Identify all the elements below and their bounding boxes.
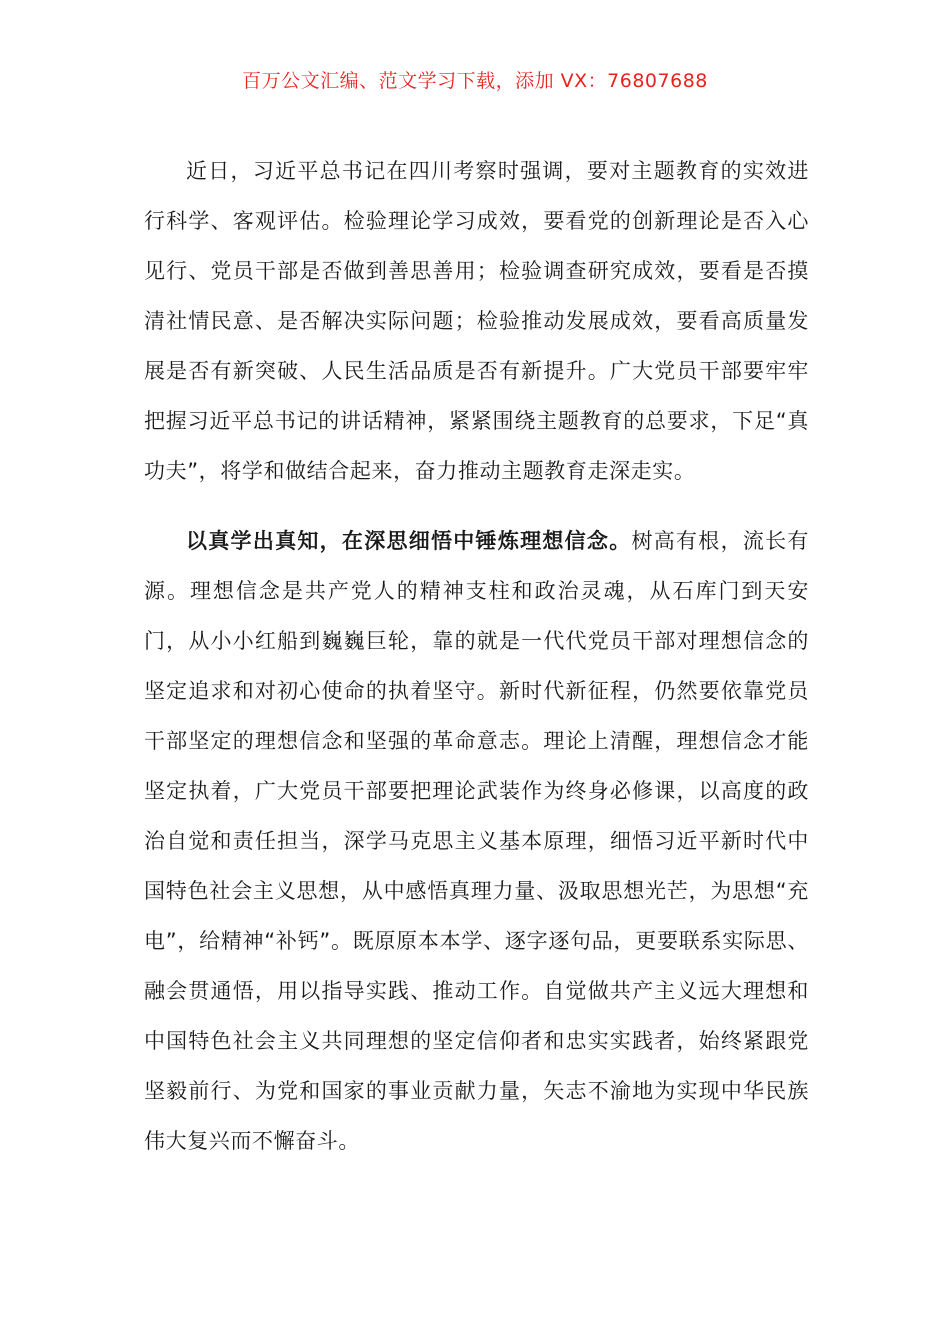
paragraph-1-body: 近日，习近平总书记在四川考察时强调，要对主题教育的实效进行科学、客观评估。检验理论学习成效，要看党的创新理论是否入心见行、党员干部是否做到善思善用；检验调查研究成效，要看是否摸清社情民意、是否解决实际问题；检验推动发展成效，要看高质量发展是否有新突破、人民生活品质是否有新提升。广大党员干部要牢牢把握习近平总书记的讲话精神，紧紧围绕主题教育的总要求，下足“真功夫”，将学和做结合起来，奋力推动主题教育走深走实。	[144, 159, 809, 483]
header-promo-note: 百万公文汇编、范文学习下载，添加 VX：76807688	[242, 70, 708, 92]
paragraph-2-body: 树高有根，流长有源。理想信念是共产党人的精神支柱和政治灵魂，从石库门到天安门，从小小红船到巍巍巨轮，靠的就是一代代党员干部对理想信念的坚定追求和对初心使命的执着坚守。新时代新征程，仍然要依靠党员干部坚定的理想信念和坚强的革命意志。理论上清醒，理想信念才能坚定执着，广大党员干部要把理论武装作为终身必修课，以高度的政治自觉和责任担当，深学马克思主义基本原理，细悟习近平新时代中国特色社会主义思想，从中感悟真理力量、汲取思想光芒，为思想“充电”，给精神“补钙”。既原原本本学、逐字逐句品，更要联系实际思、融会贯通悟，用以指导实践、推动工作。自觉做共产主义远大理想和中国特色社会主义共同理想的坚定信仰者和忠实实践者，始终紧跟党坚毅前行、为党和国家的事业贡献力量，矢志不渝地为实现中华民族伟大复兴而不懈奋斗。	[144, 529, 809, 1153]
paragraph-1-text	[144, 146, 809, 496]
paragraph-2-lead-heading: 以真学出真知，在深思细悟中锤炼理想信念。	[186, 529, 632, 553]
paragraph-2-text	[144, 516, 809, 1166]
paragraph-section-1	[144, 516, 809, 1166]
paragraph-intro	[144, 146, 809, 496]
